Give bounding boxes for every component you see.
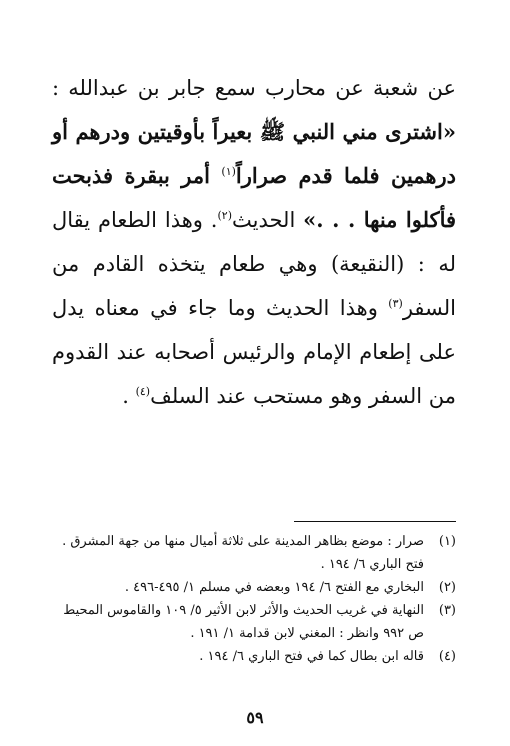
footnotes [46,530,456,668]
hadith-tail: الحديث [232,208,304,232]
footnote-number: (٢) [438,580,456,595]
footnote-text: قاله ابن بطال كما في فتح الباري ٦/ ١٩٤ . [199,649,424,664]
footnote-text: النهاية في غريب الحديث والأثر لابن الأثير ٥/ ١٠٩ والقاموس المحيط ص ٩٩٢ وانظر : المغني لابن قدامة ١/ ١٩١ . [63,603,424,641]
footnote-ref-3: (٣) [388,297,403,310]
commentary-end: . [122,384,136,408]
footnote-number: (٤) [438,649,456,664]
hadith-quote-a: «اشترى مني النبي ﷺ بعيراً بأوقيتين ودرهم أو درهمين فلما قدم صراراً [52,119,456,188]
commentary-text-2: وهذا الحديث وما جاء في معناه يدل على إطعام الإمام والرئيس أصحابه عند القدوم من السفر وهو مستحب عند السلف [52,296,456,408]
footnote-1 [46,530,456,576]
footnote-4 [46,645,456,668]
footnote-3 [46,599,456,645]
footnote-number: (٣) [438,603,456,618]
main-paragraph [52,66,456,418]
commentary-text: . وهذا الطعام يقال له : (النقيعة) وهي طعام يتخذه القادم من السفر [52,208,456,320]
footnote-text: البخاري مع الفتح ٦/ ١٩٤ وبعضه في مسلم ١/ ٤٩٥-٤٩٦ . [124,580,424,595]
page-number: ٥٩ [246,708,264,727]
footnote-divider [294,521,456,522]
footnote-ref-4: (٤) [135,385,151,398]
intro-text: عن شعبة عن محارب سمع جابر بن عبدالله : [52,76,456,100]
footnote-ref-1: (١) [221,165,236,178]
hadith-quote-b: أمر ببقرة فذبحت فأكلوا منها . . .» [52,163,457,232]
footnote-number: (١) [438,534,456,549]
footnote-text: صرار : موضع بظاهر المدينة على ثلاثة أميال منها من جهة المشرق . فتح الباري ٦/ ١٩٤ . [62,534,424,572]
footnote-2 [46,576,456,599]
footnote-ref-2: (٢) [217,209,233,222]
